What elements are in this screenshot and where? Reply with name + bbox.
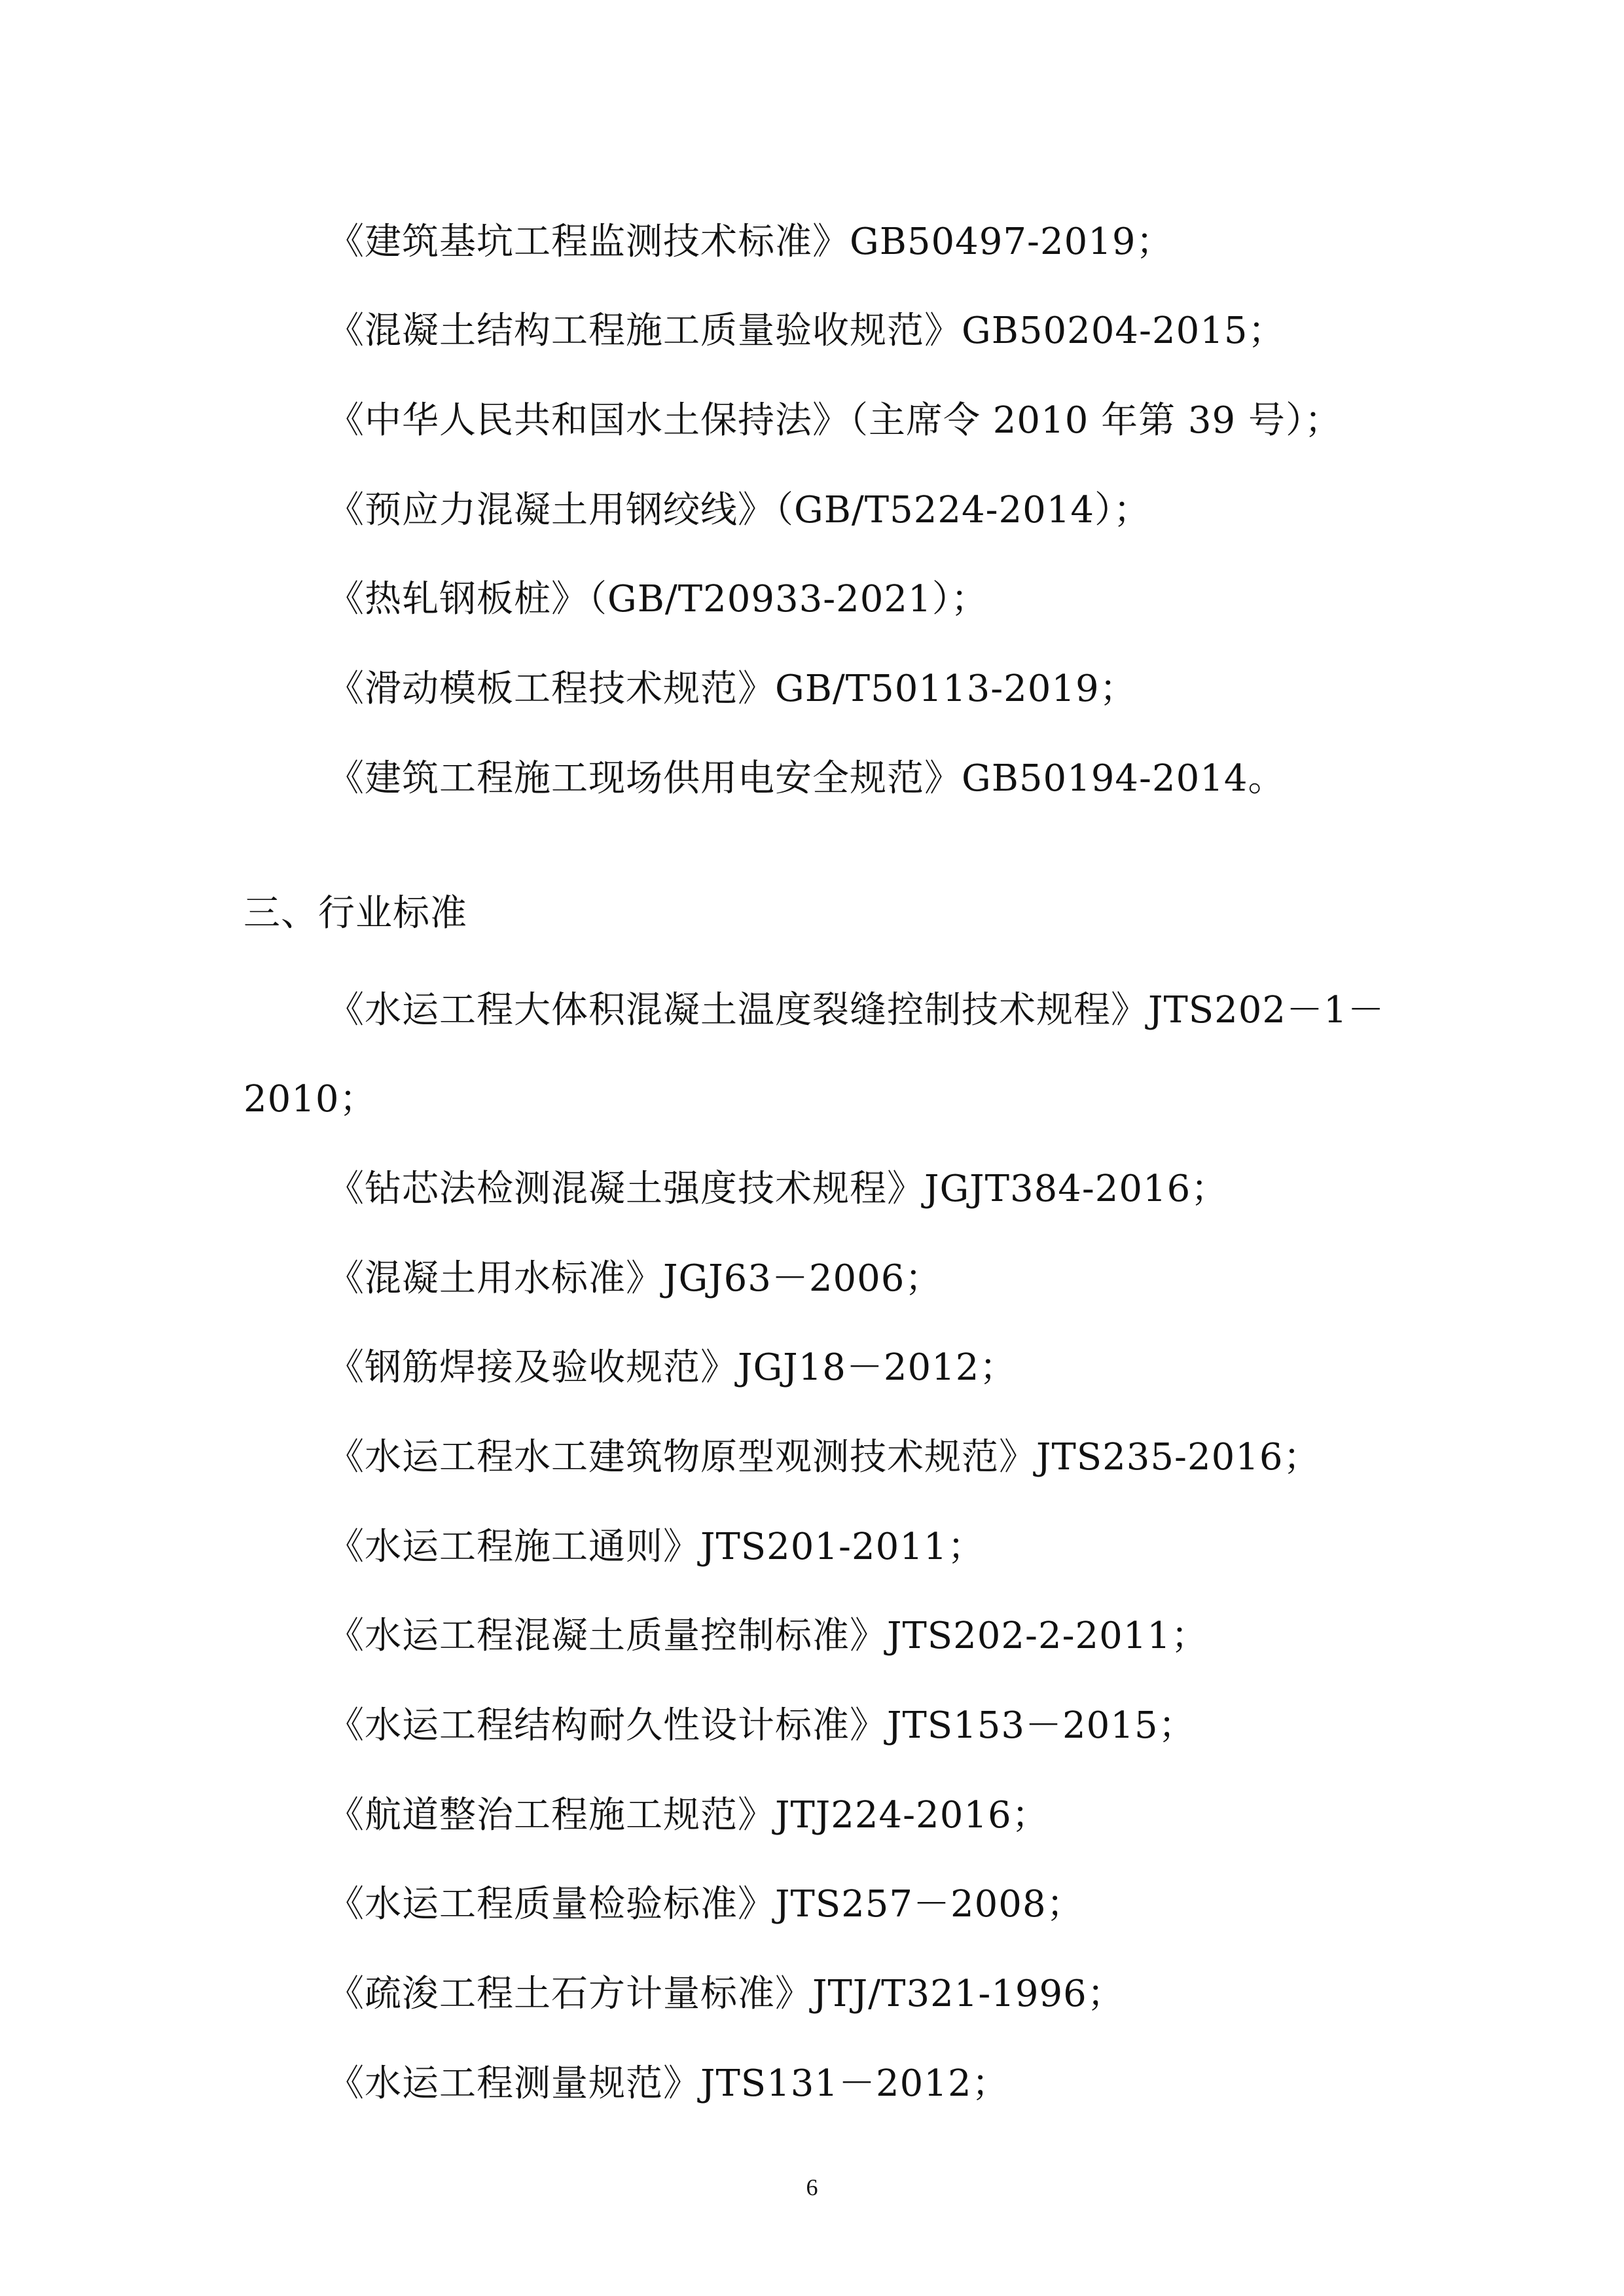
standard-item: 《水运工程测量规范》JTS131－2012； [327, 2062, 1009, 2105]
standard-item: 《混凝土用水标准》JGJ63－2006； [327, 1257, 943, 1300]
standard-item: 《建筑基坑工程监测技术标准》GB50497-2019； [327, 221, 1174, 263]
standard-item-continuation: 2010； [244, 1078, 377, 1121]
standard-item: 《中华人民共和国水土保持法》（主席令 2010 年第 39 号）； [327, 399, 1342, 442]
standard-item: 《热轧钢板桩》（GB/T20933-2021）； [327, 578, 988, 620]
standard-item: 《水运工程施工通则》JTS201-2011； [327, 1526, 985, 1568]
page-number: 6 [806, 2174, 818, 2200]
standard-item: 《航道整治工程施工规范》JTJ224-2016； [327, 1794, 1049, 1837]
standard-item: 《钢筋焊接及验收规范》JGJ18－2012； [327, 1346, 1017, 1389]
standard-item: 《水运工程水工建筑物原型观测技术规范》JTS235-2016； [327, 1436, 1321, 1479]
standard-item: 《建筑工程施工现场供用电安全规范》GB50194-2014。 [327, 757, 1286, 800]
standard-item: 《水运工程质量检验标准》JTS257－2008； [327, 1883, 1084, 1926]
standard-item: 《预应力混凝土用钢绞线》（GB/T5224-2014）； [327, 489, 1151, 531]
standard-item: 《水运工程结构耐久性设计标准》JTS153－2015； [327, 1704, 1196, 1747]
standard-item: 《疏浚工程土石方计量标准》JTJ/T321-1996； [327, 1973, 1125, 2015]
standard-item: 《滑动模板工程技术规范》GB/T50113-2019； [327, 668, 1137, 710]
standard-item: 《钻芯法检测混凝土强度技术规程》JGJT384-2016； [327, 1168, 1229, 1210]
standard-item: 《水运工程混凝土质量控制标准》JTS202-2-2011； [327, 1615, 1209, 1657]
section-heading: 三、行业标准 [244, 892, 467, 935]
standard-item: 《水运工程大体积混凝土温度裂缝控制技术规程》JTS202－1－ [327, 989, 1385, 1031]
standard-item: 《混凝土结构工程施工质量验收规范》GB50204-2015； [327, 310, 1286, 352]
